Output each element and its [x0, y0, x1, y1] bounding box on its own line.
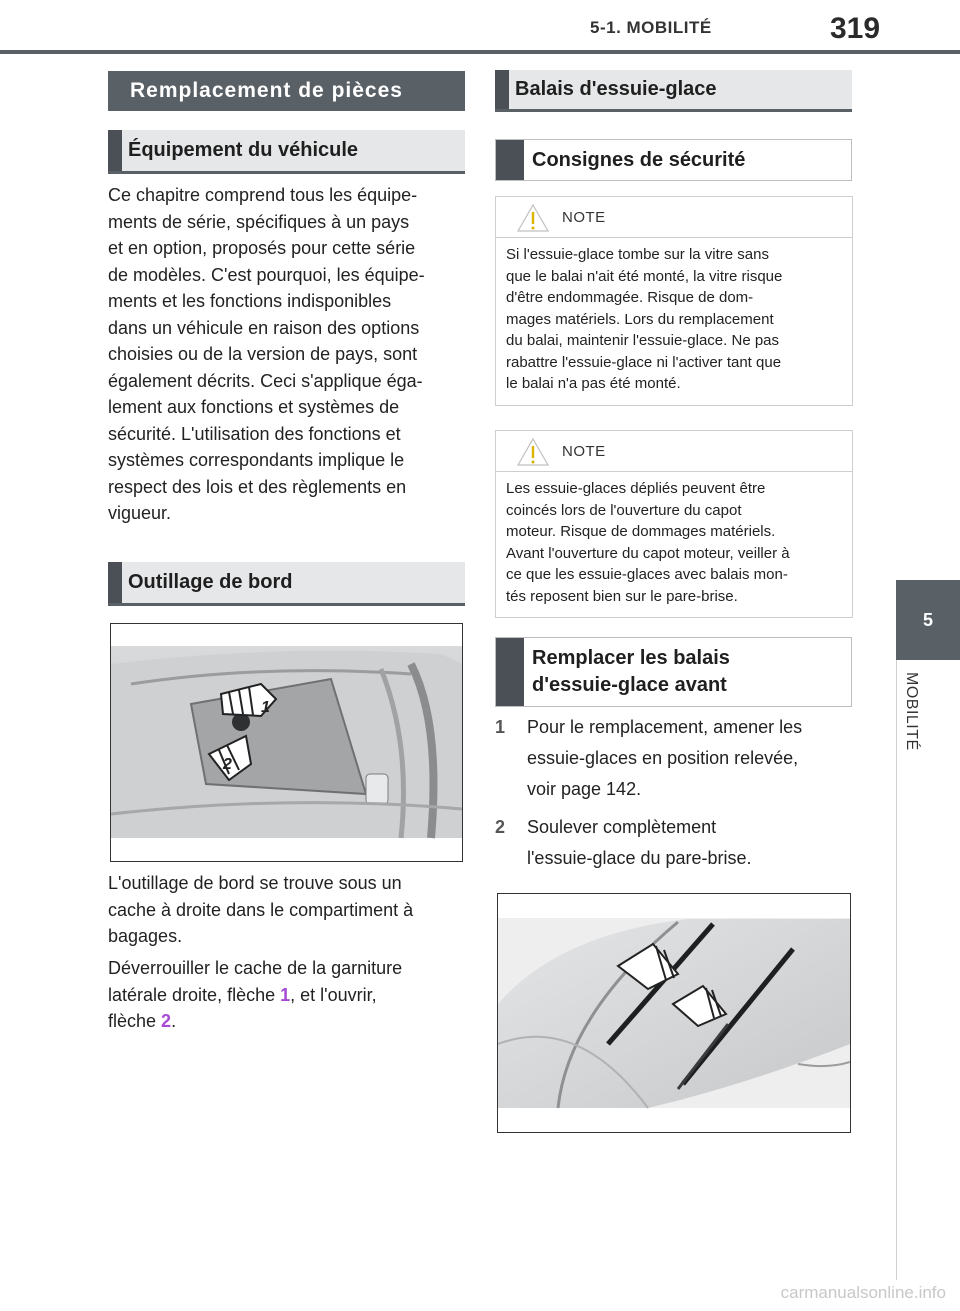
page-number: 319	[830, 12, 881, 45]
text-line: respect des lois et des règlements en	[108, 476, 407, 497]
text-line: Pour le remplacement, amener les	[527, 717, 803, 737]
figure-label-1: 1	[261, 699, 270, 716]
heading-safety-instructions	[495, 139, 852, 181]
watermark: carmanualsonline.info	[780, 1283, 946, 1302]
text-line: rabattre l'essuie-glace ni l'activer tant que	[506, 353, 782, 371]
text-line: le balai n'a pas été monté.	[506, 375, 681, 392]
text-line: Les essuie-glaces dépliés peuvent être	[506, 480, 766, 497]
side-rule	[896, 580, 897, 1280]
heading-wiper-blades	[495, 70, 852, 112]
note-title: NOTE	[562, 443, 606, 460]
text-line: de modèles. C'est pourquoi, les équipe-	[108, 264, 425, 285]
heading-line: d'essuie-glace avant	[532, 674, 727, 696]
heading-text	[532, 638, 843, 706]
heading-replace-front-wipers	[495, 637, 852, 707]
note-box	[495, 430, 853, 618]
text-line: mages matériels. Lors du remplacement	[506, 310, 774, 328]
text-span: , et l'ouvrir,	[290, 984, 377, 1005]
arrow-ref-2: 2	[161, 1011, 172, 1031]
note-title: NOTE	[562, 209, 606, 226]
step-text	[527, 712, 857, 805]
warning-triangle-icon	[516, 437, 550, 467]
trunk-tool-kit-figure	[110, 623, 463, 862]
heading-bar	[108, 130, 122, 171]
text-line: que le balai n'ait été monté, la vitre risque	[506, 267, 783, 285]
heading-onboard-tools	[108, 562, 465, 606]
text-line: cache à droite dans le compartiment à	[108, 899, 414, 920]
note-box	[495, 196, 853, 406]
step-number: 1	[495, 717, 506, 737]
heading-bar	[108, 562, 122, 603]
text-line	[108, 1008, 468, 1035]
text-span: latérale droite, flèche	[108, 984, 281, 1005]
text-line: l'essuie-glace du pare-brise.	[527, 848, 752, 868]
text-line: Si l'essuie-glace tombe sur la vitre sans	[506, 246, 769, 263]
note-header	[496, 431, 852, 472]
heading-replacement-parts: Remplacement de pièces	[108, 71, 465, 111]
wiper-illustration	[498, 894, 850, 1132]
step-2	[495, 812, 855, 876]
warning-triangle-icon	[516, 203, 550, 233]
heading-bar	[496, 638, 524, 706]
text-line: voir page 142.	[527, 779, 642, 799]
heading-text: Consignes de sécurité	[532, 148, 746, 171]
text-line: lement aux fonctions et systèmes de	[108, 397, 400, 417]
arrow-ref-1: 1	[280, 984, 291, 1005]
note-body	[496, 472, 852, 607]
text-line: L'outillage de bord se trouve sous un	[108, 873, 402, 893]
header-rule	[0, 50, 960, 54]
heading-text: Équipement du véhicule	[128, 139, 359, 161]
text-line: vigueur.	[108, 503, 172, 523]
text-line: ments de série, spécifiques à un pays	[108, 211, 410, 232]
text-line: dans un véhicule en raison des options	[108, 317, 420, 338]
text-line: ce que les essuie-glaces avec balais mon-	[506, 566, 788, 583]
text-line: essuie-glaces en position relevée,	[527, 748, 799, 768]
step-1	[495, 712, 855, 807]
chapter-number: 5	[922, 609, 933, 630]
text-line	[108, 982, 468, 1009]
text-line: Déverrouiller le cache de la garniture	[108, 958, 403, 978]
text-line: Soulever complètement	[527, 817, 717, 837]
tools-unlock-paragraph	[108, 955, 468, 1035]
text-span: flèche	[108, 1011, 162, 1031]
tools-location-paragraph	[108, 870, 468, 950]
heading-bar	[495, 70, 509, 109]
trunk-illustration	[111, 624, 462, 861]
chapter-label: MOBILITÉ	[903, 672, 920, 751]
section-reference: 5-1. MOBILITÉ	[590, 18, 712, 37]
note-header	[496, 197, 852, 238]
text-line: choisies ou de la version de pays, sont	[108, 344, 418, 364]
step-text	[527, 812, 857, 874]
heading-text: Outillage de bord	[128, 571, 293, 593]
chapter-tab[interactable]	[896, 580, 960, 660]
text-line: également décrits. Ceci s'applique éga-	[108, 370, 423, 391]
text-line: tés reposent bien sur le pare-brise.	[506, 587, 738, 605]
note-body	[496, 238, 852, 395]
step-number: 2	[495, 817, 506, 837]
text-line: et en option, proposés pour cette série	[108, 238, 416, 258]
wiper-figure	[497, 893, 851, 1133]
heading-text: Balais d'essuie-glace	[515, 78, 717, 100]
text-line: du balai, maintenir l'essuie-glace. Ne pas	[506, 332, 780, 349]
heading-line: Remplacer les balais	[532, 647, 730, 669]
figure-label-2: 2	[223, 756, 232, 773]
text-line: Ce chapitre comprend tous les équipe-	[108, 185, 418, 205]
text-line: coincés lors de l'ouverture du capot	[506, 501, 742, 519]
heading-vehicle-equipment	[108, 130, 465, 174]
text-line: moteur. Risque de dommages matériels.	[506, 523, 776, 540]
text-line: systèmes correspondants implique le	[108, 450, 405, 470]
heading-bar	[496, 140, 524, 180]
text-line: Avant l'ouverture du capot moteur, veiller à	[506, 544, 790, 562]
text-span: .	[171, 1011, 177, 1031]
text-line: ments et les fonctions indisponibles	[108, 291, 392, 311]
text-line: d'être endommagée. Risque de dom-	[506, 289, 754, 306]
equipment-paragraph	[108, 182, 468, 527]
text-line: sécurité. L'utilisation des fonctions et	[108, 423, 401, 444]
text-line: bagages.	[108, 926, 183, 946]
